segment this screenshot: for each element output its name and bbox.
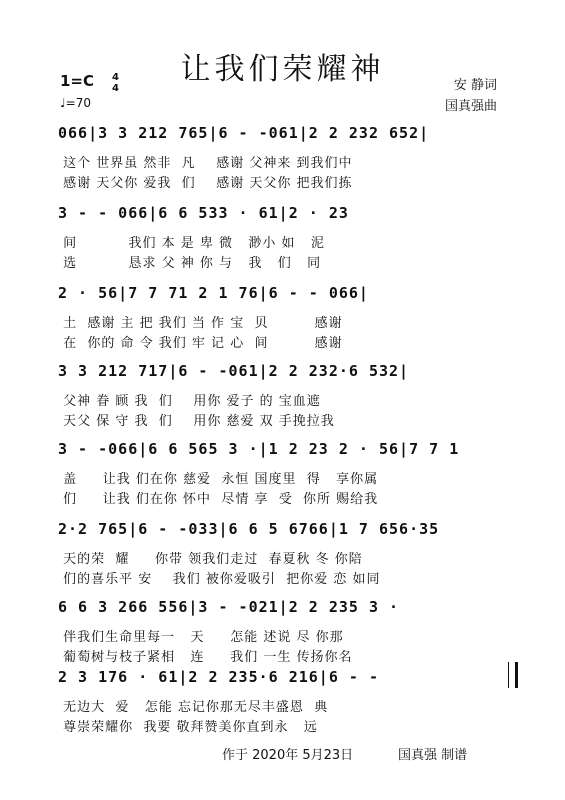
- lyric-verse-1: 无边大 爱 怎能 忘记你那无尽丰盛恩 典: [58, 700, 329, 715]
- song-title: 让我们荣耀神: [180, 52, 385, 87]
- notation-line: 3 - -066|6 6 565 3 ·|1 2 23 2 · 56|7 7 1: [58, 440, 460, 458]
- lyric-verse-1: 父神 眷 顾 我 们 用你 爱子 的 宝血遮: [58, 394, 321, 409]
- lyric-verse-2: 尊崇荣耀你 我要 敬拜赞美你直到永 远: [58, 720, 318, 735]
- lyric-verse-2: 在 你的 命 令 我们 牢 记 心 间 感谢: [58, 336, 343, 351]
- lyric-verse-2: 选 恳求 父 神 你 与 我 们 同: [58, 256, 322, 271]
- notation-line: 3 3 212 717|6 - -061|2 2 232·6 532|: [58, 362, 410, 380]
- lyric-verse-1: 土 感谢 主 把 我们 当 作 宝 贝 感谢: [58, 316, 343, 331]
- notation-line: 2 · 56|7 7 71 2 1 76|6 - - 066|: [58, 284, 369, 302]
- notation-line: 066|3 3 212 765|6 - -061|2 2 232 652|: [58, 124, 430, 142]
- composer-credit: 国真强曲: [444, 99, 497, 114]
- lyric-verse-2: 们的喜乐平 安 我们 被你爱吸引 把你爱 恋 如同: [58, 572, 381, 587]
- notation-line: 2 3 176 · 61|2 2 235·6 216|6 - -: [58, 668, 379, 686]
- lyric-verse-2: 天父 保 守 我 们 用你 慈爱 双 手挽拉我: [58, 414, 335, 429]
- score-maker: 国真强 制谱: [398, 748, 468, 763]
- time-signature: [112, 72, 119, 94]
- lyric-verse-1: 盖 让我 们在你 慈爱 永恒 国度里 得 享你属: [58, 472, 379, 487]
- key-signature: 1=C: [60, 72, 95, 90]
- final-barline: [508, 662, 518, 688]
- notation-line: 2·2 765|6 - -033|6 6 5 6766|1 7 656·35: [58, 520, 440, 538]
- lyric-verse-1: 这个 世界虽 然非 凡 感谢 父神来 到我们中: [58, 156, 353, 171]
- lyric-verse-1: 天的荣 耀 你带 领我们走过 春夏秋 冬 你陪: [58, 552, 363, 567]
- lyricist-credit: 安 静词: [453, 78, 497, 93]
- notation-line: 6 6 3 266 556|3 - -021|2 2 235 3 ·: [58, 598, 400, 616]
- notation-line: 3 - - 066|6 6 533 · 61|2 · 23: [58, 204, 349, 222]
- lyric-verse-1: 伴我们生命里每一 天 怎能 述说 尽 你那: [58, 630, 344, 645]
- meter-top: 4: [112, 72, 119, 83]
- lyric-verse-2: 们 让我 们在你 怀中 尽情 享 受 你所 赐给我: [58, 492, 379, 507]
- meter-bottom: 4: [112, 83, 119, 94]
- lyric-verse-2: 感谢 天父你 爱我 们 感谢 天父你 把我们拣: [58, 176, 353, 191]
- composition-date: 作于 2020年 5月23日: [222, 748, 354, 763]
- tempo-marking: ♩=70: [60, 96, 91, 110]
- lyric-verse-2: 葡萄树与枝子紧相 连 我们 一生 传扬你名: [58, 650, 353, 665]
- lyric-verse-1: 间 我们 本 是 卑 微 渺小 如 泥: [58, 236, 325, 251]
